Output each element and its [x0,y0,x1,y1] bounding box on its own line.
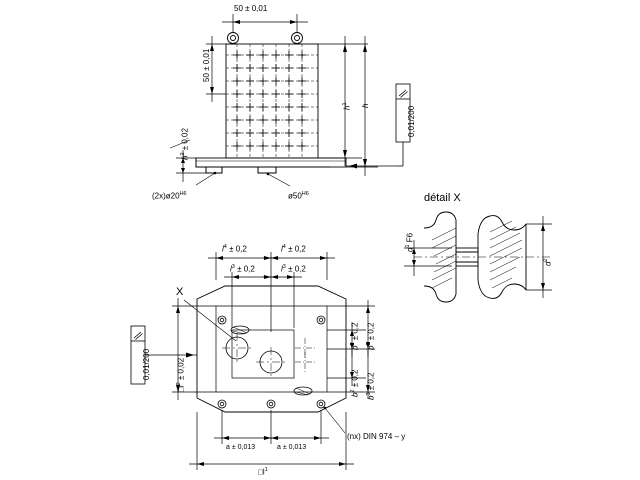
dim-left-height-label: 50 ± 0,01 [202,48,211,82]
dim-h1-label: $h^1$ [342,102,352,110]
front-base-plate [196,158,346,173]
note-bore-50-label: $ø50^{H6}$ [288,191,309,201]
note-din974: (nx) DIN 974 – y [347,432,406,441]
dim-b2-upper-label: $b^2 \pm 0,2$ [350,322,360,350]
dim-b3-lower-label: $b^3 \pm 0,2$ [366,372,376,400]
dim-chain-a [214,410,329,444]
dim-l2-label: $□l^2 \pm 0,02$ [176,357,186,392]
dim-l3-left-label: $l^3 \pm 0,2$ [230,264,255,274]
dim-h-label: h [361,103,370,108]
dim-chain-l3 [224,272,302,328]
section-marker-x: X [176,286,184,298]
leader-bore-20 [196,172,216,185]
gdt-front-value: 0,01/200 [407,105,416,137]
dim-l1 [189,412,354,470]
gdt-top-value: 0,01/200 [142,348,151,380]
dim-b3-upper-label: $b^3 \pm 0,2$ [366,322,376,350]
gdt-frame-front [346,84,410,169]
dim-l4-right-label: $l^4 \pm 0,2$ [281,244,306,254]
dim-d1-label: $d^1$ F6 [405,232,415,252]
dim-a-right-label: a ± 0,013 [277,444,307,451]
dim-l3-right-label: $l^3 \pm 0,2$ [281,264,306,274]
dim-a-left-label: a ± 0,013 [226,444,256,451]
note-bore-20-label: $(2x)ø20^{H6}$ [152,191,187,201]
dim-h2-label: $h^2 \pm 0,02$ [180,128,190,160]
dim-d2-label: $d^2$ [543,258,553,266]
dim-top-width-label: 50 ± 0,01 [234,4,268,13]
dim-chain-l4 [208,252,335,332]
dim-h1 [318,36,368,166]
detail-title: détail X [424,192,461,204]
gdt-frame-top [131,326,197,384]
dim-top-width [222,14,308,32]
detail-x-geometry [404,212,552,302]
dim-l1-label: $□l^1$ [258,467,268,477]
dim-l4-left-label: $l^4 \pm 0,2$ [222,244,247,254]
dim-b2-lower-label: $b^2 \pm 0,2$ [350,369,360,397]
top-view-plate [184,286,346,433]
leader-bore-50 [267,173,290,186]
front-column-block [226,33,318,159]
